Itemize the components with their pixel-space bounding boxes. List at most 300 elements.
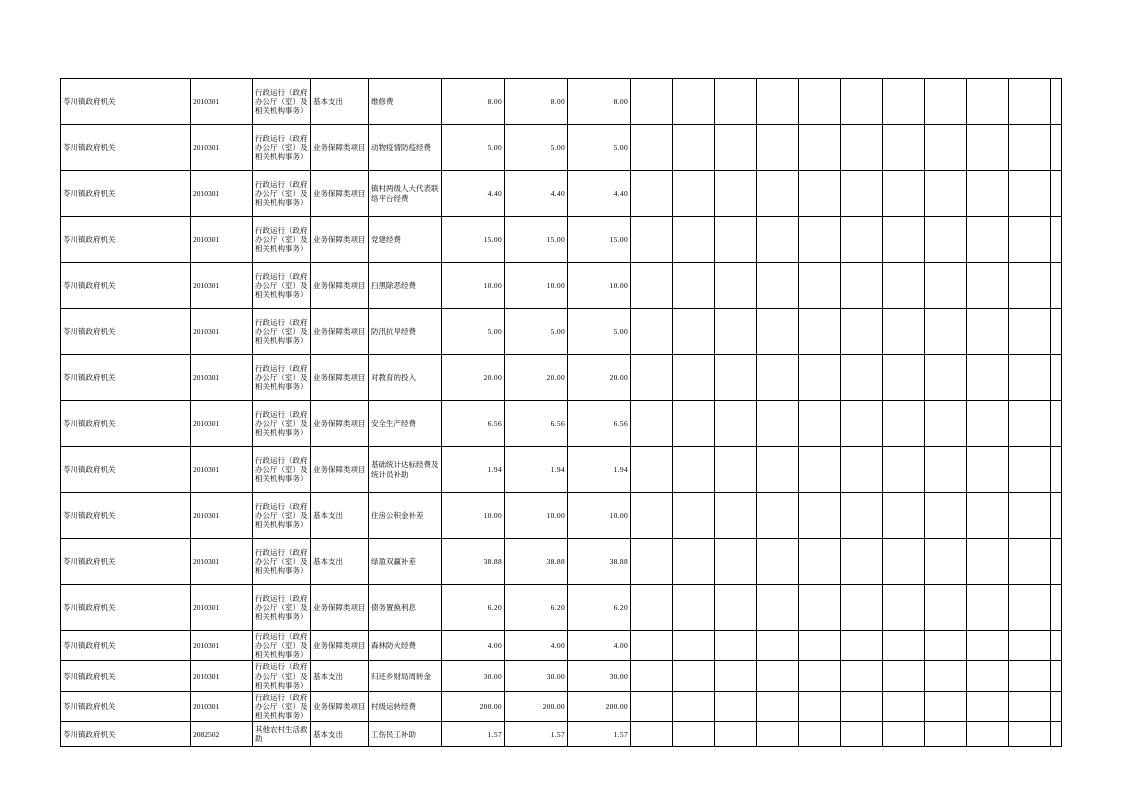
cell-empty[interactable] bbox=[757, 217, 799, 263]
cell-empty[interactable] bbox=[1051, 171, 1062, 217]
cell-empty[interactable] bbox=[673, 661, 715, 691]
cell-empty[interactable] bbox=[673, 79, 715, 125]
cell-function-code[interactable]: 2010301 bbox=[191, 401, 253, 447]
cell-empty[interactable] bbox=[799, 79, 841, 125]
cell-project-name[interactable]: 债务置换利息 bbox=[369, 585, 442, 631]
cell-function-name[interactable]: 行政运行（政府办公厅（室）及相关机构事务） bbox=[253, 355, 311, 401]
cell-expenditure-type[interactable]: 业务保障类项目 bbox=[311, 401, 369, 447]
cell-amount-fiscal-appropriation[interactable]: 8.00 bbox=[568, 79, 631, 125]
cell-amount-general-budget[interactable]: 8.00 bbox=[505, 79, 568, 125]
cell-unit-name[interactable]: 苓川镇政府机关 bbox=[61, 447, 191, 493]
cell-empty[interactable] bbox=[715, 263, 757, 309]
cell-amount-general-budget[interactable]: 1.94 bbox=[505, 447, 568, 493]
cell-unit-name[interactable]: 苓川镇政府机关 bbox=[61, 171, 191, 217]
cell-function-code[interactable]: 2082502 bbox=[191, 722, 253, 747]
cell-empty[interactable] bbox=[715, 691, 757, 721]
cell-empty[interactable] bbox=[757, 79, 799, 125]
cell-expenditure-type[interactable]: 基本支出 bbox=[311, 79, 369, 125]
cell-empty[interactable] bbox=[967, 355, 1009, 401]
cell-empty[interactable] bbox=[883, 401, 925, 447]
cell-empty[interactable] bbox=[883, 79, 925, 125]
cell-empty[interactable] bbox=[967, 539, 1009, 585]
cell-amount-general-budget[interactable]: 6.56 bbox=[505, 401, 568, 447]
cell-amount-general-budget[interactable]: 10.00 bbox=[505, 493, 568, 539]
cell-function-code[interactable]: 2010301 bbox=[191, 691, 253, 721]
cell-empty[interactable] bbox=[1009, 691, 1051, 721]
cell-expenditure-type[interactable]: 基本支出 bbox=[311, 493, 369, 539]
cell-function-name[interactable]: 行政运行（政府办公厅（室）及相关机构事务） bbox=[253, 79, 311, 125]
cell-empty[interactable] bbox=[1051, 661, 1062, 691]
cell-empty[interactable] bbox=[883, 309, 925, 355]
cell-empty[interactable] bbox=[925, 125, 967, 171]
cell-amount-general-budget[interactable]: 38.88 bbox=[505, 539, 568, 585]
cell-amount-total[interactable]: 30.00 bbox=[442, 661, 505, 691]
cell-function-code[interactable]: 2010301 bbox=[191, 585, 253, 631]
cell-amount-total[interactable]: 5.00 bbox=[442, 309, 505, 355]
table-row[interactable] bbox=[61, 691, 1062, 721]
cell-function-name[interactable]: 其他农村生活救助 bbox=[253, 722, 311, 747]
cell-amount-fiscal-appropriation[interactable]: 10.00 bbox=[568, 493, 631, 539]
cell-amount-fiscal-appropriation[interactable]: 5.00 bbox=[568, 309, 631, 355]
cell-empty[interactable] bbox=[1009, 493, 1051, 539]
cell-amount-fiscal-appropriation[interactable]: 30.00 bbox=[568, 661, 631, 691]
cell-empty[interactable] bbox=[673, 263, 715, 309]
cell-amount-total[interactable]: 20.00 bbox=[442, 355, 505, 401]
cell-empty[interactable] bbox=[1051, 631, 1062, 661]
cell-empty[interactable] bbox=[1051, 691, 1062, 721]
cell-function-name[interactable]: 行政运行（政府办公厅（室）及相关机构事务） bbox=[253, 661, 311, 691]
cell-empty[interactable] bbox=[715, 171, 757, 217]
cell-empty[interactable] bbox=[883, 493, 925, 539]
cell-empty[interactable] bbox=[841, 661, 883, 691]
cell-empty[interactable] bbox=[883, 217, 925, 263]
cell-function-code[interactable]: 2010301 bbox=[191, 631, 253, 661]
cell-unit-name[interactable]: 苓川镇政府机关 bbox=[61, 585, 191, 631]
cell-empty[interactable] bbox=[757, 661, 799, 691]
cell-empty[interactable] bbox=[799, 355, 841, 401]
cell-expenditure-type[interactable]: 业务保障类项目 bbox=[311, 447, 369, 493]
cell-empty[interactable] bbox=[883, 447, 925, 493]
cell-empty[interactable] bbox=[1009, 125, 1051, 171]
cell-empty[interactable] bbox=[967, 79, 1009, 125]
cell-empty[interactable] bbox=[967, 309, 1009, 355]
cell-unit-name[interactable]: 苓川镇政府机关 bbox=[61, 309, 191, 355]
cell-project-name[interactable]: 对教育的投入 bbox=[369, 355, 442, 401]
cell-empty[interactable] bbox=[1051, 263, 1062, 309]
cell-unit-name[interactable]: 苓川镇政府机关 bbox=[61, 355, 191, 401]
cell-project-name[interactable]: 森林防火经费 bbox=[369, 631, 442, 661]
cell-expenditure-type[interactable]: 业务保障类项目 bbox=[311, 171, 369, 217]
cell-function-name[interactable]: 行政运行（政府办公厅（室）及相关机构事务） bbox=[253, 309, 311, 355]
cell-project-name[interactable]: 归还乡财局周转金 bbox=[369, 661, 442, 691]
cell-empty[interactable] bbox=[925, 631, 967, 661]
cell-empty[interactable] bbox=[715, 447, 757, 493]
cell-amount-fiscal-appropriation[interactable]: 6.56 bbox=[568, 401, 631, 447]
cell-empty[interactable] bbox=[799, 401, 841, 447]
cell-amount-general-budget[interactable]: 6.20 bbox=[505, 585, 568, 631]
cell-empty[interactable] bbox=[757, 355, 799, 401]
cell-unit-name[interactable]: 苓川镇政府机关 bbox=[61, 263, 191, 309]
cell-unit-name[interactable]: 苓川镇政府机关 bbox=[61, 539, 191, 585]
cell-expenditure-type[interactable]: 业务保障类项目 bbox=[311, 355, 369, 401]
cell-empty[interactable] bbox=[967, 401, 1009, 447]
cell-empty[interactable] bbox=[1051, 585, 1062, 631]
cell-empty[interactable] bbox=[799, 171, 841, 217]
cell-amount-fiscal-appropriation[interactable]: 1.94 bbox=[568, 447, 631, 493]
cell-empty[interactable] bbox=[631, 401, 673, 447]
table-row[interactable] bbox=[61, 447, 1062, 493]
cell-empty[interactable] bbox=[967, 125, 1009, 171]
cell-amount-total[interactable]: 5.00 bbox=[442, 125, 505, 171]
cell-empty[interactable] bbox=[631, 722, 673, 747]
cell-empty[interactable] bbox=[673, 539, 715, 585]
cell-empty[interactable] bbox=[631, 539, 673, 585]
cell-empty[interactable] bbox=[799, 125, 841, 171]
cell-empty[interactable] bbox=[1051, 309, 1062, 355]
cell-amount-total[interactable]: 4.40 bbox=[442, 171, 505, 217]
cell-empty[interactable] bbox=[715, 493, 757, 539]
table-row[interactable] bbox=[61, 355, 1062, 401]
cell-empty[interactable] bbox=[673, 309, 715, 355]
cell-function-code[interactable]: 2010301 bbox=[191, 661, 253, 691]
cell-empty[interactable] bbox=[757, 493, 799, 539]
cell-empty[interactable] bbox=[841, 539, 883, 585]
cell-amount-general-budget[interactable]: 20.00 bbox=[505, 355, 568, 401]
cell-empty[interactable] bbox=[883, 585, 925, 631]
cell-empty[interactable] bbox=[1009, 631, 1051, 661]
cell-empty[interactable] bbox=[883, 171, 925, 217]
cell-empty[interactable] bbox=[841, 125, 883, 171]
cell-amount-general-budget[interactable]: 5.00 bbox=[505, 125, 568, 171]
cell-empty[interactable] bbox=[799, 691, 841, 721]
cell-empty[interactable] bbox=[883, 661, 925, 691]
cell-amount-total[interactable]: 4.00 bbox=[442, 631, 505, 661]
cell-empty[interactable] bbox=[841, 401, 883, 447]
cell-amount-general-budget[interactable]: 4.00 bbox=[505, 631, 568, 661]
cell-empty[interactable] bbox=[967, 661, 1009, 691]
cell-empty[interactable] bbox=[757, 401, 799, 447]
cell-empty[interactable] bbox=[715, 125, 757, 171]
cell-amount-fiscal-appropriation[interactable]: 4.00 bbox=[568, 631, 631, 661]
cell-expenditure-type[interactable]: 业务保障类项目 bbox=[311, 631, 369, 661]
cell-empty[interactable] bbox=[673, 355, 715, 401]
table-row[interactable] bbox=[61, 263, 1062, 309]
cell-empty[interactable] bbox=[841, 79, 883, 125]
cell-empty[interactable] bbox=[1051, 79, 1062, 125]
cell-empty[interactable] bbox=[715, 661, 757, 691]
cell-empty[interactable] bbox=[841, 493, 883, 539]
cell-empty[interactable] bbox=[883, 125, 925, 171]
cell-empty[interactable] bbox=[757, 125, 799, 171]
table-row[interactable] bbox=[61, 401, 1062, 447]
cell-empty[interactable] bbox=[715, 79, 757, 125]
cell-empty[interactable] bbox=[715, 631, 757, 661]
cell-empty[interactable] bbox=[1051, 401, 1062, 447]
cell-function-name[interactable]: 行政运行（政府办公厅（室）及相关机构事务） bbox=[253, 447, 311, 493]
cell-empty[interactable] bbox=[757, 447, 799, 493]
cell-project-name[interactable]: 镇村两级人大代表联络平台经费 bbox=[369, 171, 442, 217]
cell-expenditure-type[interactable]: 业务保障类项目 bbox=[311, 217, 369, 263]
cell-empty[interactable] bbox=[967, 585, 1009, 631]
cell-empty[interactable] bbox=[925, 171, 967, 217]
table-row[interactable] bbox=[61, 539, 1062, 585]
cell-empty[interactable] bbox=[883, 539, 925, 585]
cell-empty[interactable] bbox=[673, 585, 715, 631]
cell-empty[interactable] bbox=[631, 691, 673, 721]
cell-function-name[interactable]: 行政运行（政府办公厅（室）及相关机构事务） bbox=[253, 631, 311, 661]
cell-empty[interactable] bbox=[673, 691, 715, 721]
table-row[interactable] bbox=[61, 493, 1062, 539]
cell-empty[interactable] bbox=[841, 691, 883, 721]
cell-empty[interactable] bbox=[757, 539, 799, 585]
cell-empty[interactable] bbox=[631, 263, 673, 309]
cell-empty[interactable] bbox=[757, 171, 799, 217]
cell-empty[interactable] bbox=[967, 263, 1009, 309]
cell-unit-name[interactable]: 苓川镇政府机关 bbox=[61, 661, 191, 691]
cell-empty[interactable] bbox=[841, 722, 883, 747]
cell-empty[interactable] bbox=[967, 171, 1009, 217]
cell-empty[interactable] bbox=[967, 493, 1009, 539]
cell-empty[interactable] bbox=[757, 631, 799, 661]
cell-unit-name[interactable]: 苓川镇政府机关 bbox=[61, 691, 191, 721]
cell-empty[interactable] bbox=[631, 309, 673, 355]
cell-empty[interactable] bbox=[925, 447, 967, 493]
cell-empty[interactable] bbox=[1051, 493, 1062, 539]
cell-empty[interactable] bbox=[967, 217, 1009, 263]
cell-empty[interactable] bbox=[631, 631, 673, 661]
cell-empty[interactable] bbox=[925, 79, 967, 125]
cell-function-code[interactable]: 2010301 bbox=[191, 355, 253, 401]
table-row[interactable] bbox=[61, 661, 1062, 691]
cell-empty[interactable] bbox=[673, 631, 715, 661]
cell-empty[interactable] bbox=[841, 217, 883, 263]
cell-amount-fiscal-appropriation[interactable]: 5.00 bbox=[568, 125, 631, 171]
cell-expenditure-type[interactable]: 基本支出 bbox=[311, 661, 369, 691]
cell-empty[interactable] bbox=[673, 493, 715, 539]
cell-unit-name[interactable]: 苓川镇政府机关 bbox=[61, 217, 191, 263]
cell-empty[interactable] bbox=[715, 401, 757, 447]
cell-project-name[interactable]: 绿盈双赢补差 bbox=[369, 539, 442, 585]
cell-empty[interactable] bbox=[1051, 125, 1062, 171]
cell-amount-fiscal-appropriation[interactable]: 15.00 bbox=[568, 217, 631, 263]
cell-expenditure-type[interactable]: 业务保障类项目 bbox=[311, 263, 369, 309]
cell-expenditure-type[interactable]: 业务保障类项目 bbox=[311, 691, 369, 721]
cell-amount-fiscal-appropriation[interactable]: 200.00 bbox=[568, 691, 631, 721]
cell-empty[interactable] bbox=[925, 585, 967, 631]
table-row[interactable] bbox=[61, 125, 1062, 171]
cell-function-name[interactable]: 行政运行（政府办公厅（室）及相关机构事务） bbox=[253, 125, 311, 171]
table-row[interactable] bbox=[61, 631, 1062, 661]
cell-amount-general-budget[interactable]: 4.40 bbox=[505, 171, 568, 217]
cell-project-name[interactable]: 防汛抗旱经费 bbox=[369, 309, 442, 355]
cell-project-name[interactable]: 工伤民工补助 bbox=[369, 722, 442, 747]
cell-amount-general-budget[interactable]: 1.57 bbox=[505, 722, 568, 747]
cell-empty[interactable] bbox=[925, 493, 967, 539]
cell-unit-name[interactable]: 苓川镇政府机关 bbox=[61, 125, 191, 171]
table-row[interactable] bbox=[61, 585, 1062, 631]
cell-empty[interactable] bbox=[1009, 309, 1051, 355]
cell-empty[interactable] bbox=[799, 263, 841, 309]
cell-function-name[interactable]: 行政运行（政府办公厅（室）及相关机构事务） bbox=[253, 585, 311, 631]
cell-function-name[interactable]: 行政运行（政府办公厅（室）及相关机构事务） bbox=[253, 401, 311, 447]
cell-amount-fiscal-appropriation[interactable]: 38.88 bbox=[568, 539, 631, 585]
cell-empty[interactable] bbox=[925, 539, 967, 585]
cell-empty[interactable] bbox=[967, 447, 1009, 493]
cell-amount-total[interactable]: 10.00 bbox=[442, 493, 505, 539]
cell-empty[interactable] bbox=[883, 355, 925, 401]
cell-amount-general-budget[interactable]: 5.00 bbox=[505, 309, 568, 355]
cell-empty[interactable] bbox=[925, 401, 967, 447]
cell-empty[interactable] bbox=[883, 722, 925, 747]
cell-function-code[interactable]: 2010301 bbox=[191, 79, 253, 125]
cell-empty[interactable] bbox=[925, 263, 967, 309]
cell-empty[interactable] bbox=[799, 585, 841, 631]
cell-function-code[interactable]: 2010301 bbox=[191, 493, 253, 539]
cell-amount-general-budget[interactable]: 15.00 bbox=[505, 217, 568, 263]
cell-empty[interactable] bbox=[925, 661, 967, 691]
cell-amount-fiscal-appropriation[interactable]: 20.00 bbox=[568, 355, 631, 401]
cell-empty[interactable] bbox=[967, 722, 1009, 747]
cell-empty[interactable] bbox=[841, 447, 883, 493]
cell-empty[interactable] bbox=[1009, 263, 1051, 309]
cell-empty[interactable] bbox=[1009, 722, 1051, 747]
cell-empty[interactable] bbox=[1051, 722, 1062, 747]
cell-empty[interactable] bbox=[1051, 447, 1062, 493]
cell-empty[interactable] bbox=[841, 585, 883, 631]
cell-amount-total[interactable]: 1.94 bbox=[442, 447, 505, 493]
table-row[interactable] bbox=[61, 309, 1062, 355]
cell-empty[interactable] bbox=[799, 217, 841, 263]
cell-empty[interactable] bbox=[1051, 355, 1062, 401]
cell-empty[interactable] bbox=[1009, 585, 1051, 631]
cell-amount-fiscal-appropriation[interactable]: 4.40 bbox=[568, 171, 631, 217]
cell-empty[interactable] bbox=[841, 171, 883, 217]
cell-unit-name[interactable]: 苓川镇政府机关 bbox=[61, 493, 191, 539]
cell-amount-fiscal-appropriation[interactable]: 10.00 bbox=[568, 263, 631, 309]
cell-function-code[interactable]: 2010301 bbox=[191, 309, 253, 355]
cell-amount-general-budget[interactable]: 200.00 bbox=[505, 691, 568, 721]
cell-project-name[interactable]: 住房公积金补差 bbox=[369, 493, 442, 539]
table-row[interactable] bbox=[61, 79, 1062, 125]
cell-empty[interactable] bbox=[799, 722, 841, 747]
cell-empty[interactable] bbox=[631, 493, 673, 539]
cell-empty[interactable] bbox=[673, 401, 715, 447]
cell-function-code[interactable]: 2010301 bbox=[191, 447, 253, 493]
cell-project-name[interactable]: 动物疫情防疫经费 bbox=[369, 125, 442, 171]
cell-amount-total[interactable]: 1.57 bbox=[442, 722, 505, 747]
cell-empty[interactable] bbox=[925, 217, 967, 263]
cell-function-code[interactable]: 2010301 bbox=[191, 263, 253, 309]
cell-amount-general-budget[interactable]: 10.00 bbox=[505, 263, 568, 309]
cell-amount-total[interactable]: 6.20 bbox=[442, 585, 505, 631]
cell-expenditure-type[interactable]: 业务保障类项目 bbox=[311, 309, 369, 355]
table-row[interactable] bbox=[61, 171, 1062, 217]
cell-empty[interactable] bbox=[631, 661, 673, 691]
cell-empty[interactable] bbox=[799, 661, 841, 691]
cell-empty[interactable] bbox=[1009, 171, 1051, 217]
cell-project-name[interactable]: 维修费 bbox=[369, 79, 442, 125]
cell-function-code[interactable]: 2010301 bbox=[191, 217, 253, 263]
cell-function-name[interactable]: 行政运行（政府办公厅（室）及相关机构事务） bbox=[253, 539, 311, 585]
cell-project-name[interactable]: 扫黑除恶经费 bbox=[369, 263, 442, 309]
cell-function-name[interactable]: 行政运行（政府办公厅（室）及相关机构事务） bbox=[253, 493, 311, 539]
cell-empty[interactable] bbox=[841, 631, 883, 661]
cell-amount-total[interactable]: 38.88 bbox=[442, 539, 505, 585]
cell-empty[interactable] bbox=[925, 309, 967, 355]
cell-amount-total[interactable]: 15.00 bbox=[442, 217, 505, 263]
cell-empty[interactable] bbox=[925, 691, 967, 721]
cell-empty[interactable] bbox=[757, 309, 799, 355]
cell-empty[interactable] bbox=[631, 585, 673, 631]
cell-empty[interactable] bbox=[1009, 401, 1051, 447]
cell-amount-total[interactable]: 8.00 bbox=[442, 79, 505, 125]
cell-empty[interactable] bbox=[631, 171, 673, 217]
cell-empty[interactable] bbox=[925, 722, 967, 747]
cell-empty[interactable] bbox=[841, 355, 883, 401]
cell-empty[interactable] bbox=[631, 125, 673, 171]
cell-empty[interactable] bbox=[631, 217, 673, 263]
table-row[interactable] bbox=[61, 722, 1062, 747]
cell-empty[interactable] bbox=[715, 217, 757, 263]
cell-empty[interactable] bbox=[715, 585, 757, 631]
cell-empty[interactable] bbox=[799, 539, 841, 585]
cell-expenditure-type[interactable]: 业务保障类项目 bbox=[311, 125, 369, 171]
cell-amount-total[interactable]: 10.00 bbox=[442, 263, 505, 309]
cell-function-name[interactable]: 行政运行（政府办公厅（室）及相关机构事务） bbox=[253, 217, 311, 263]
cell-empty[interactable] bbox=[841, 263, 883, 309]
cell-function-code[interactable]: 2010301 bbox=[191, 539, 253, 585]
cell-empty[interactable] bbox=[1009, 661, 1051, 691]
cell-empty[interactable] bbox=[883, 691, 925, 721]
cell-expenditure-type[interactable]: 业务保障类项目 bbox=[311, 585, 369, 631]
cell-empty[interactable] bbox=[715, 539, 757, 585]
cell-unit-name[interactable]: 苓川镇政府机关 bbox=[61, 401, 191, 447]
cell-project-name[interactable]: 党建经费 bbox=[369, 217, 442, 263]
cell-unit-name[interactable]: 苓川镇政府机关 bbox=[61, 722, 191, 747]
cell-empty[interactable] bbox=[715, 722, 757, 747]
cell-empty[interactable] bbox=[757, 263, 799, 309]
cell-expenditure-type[interactable]: 基本支出 bbox=[311, 722, 369, 747]
cell-empty[interactable] bbox=[1051, 217, 1062, 263]
cell-empty[interactable] bbox=[631, 447, 673, 493]
cell-empty[interactable] bbox=[1009, 79, 1051, 125]
cell-empty[interactable] bbox=[715, 309, 757, 355]
cell-empty[interactable] bbox=[757, 722, 799, 747]
cell-function-code[interactable]: 2010301 bbox=[191, 171, 253, 217]
cell-empty[interactable] bbox=[967, 691, 1009, 721]
cell-empty[interactable] bbox=[1051, 539, 1062, 585]
cell-unit-name[interactable]: 苓川镇政府机关 bbox=[61, 79, 191, 125]
cell-empty[interactable] bbox=[757, 691, 799, 721]
cell-empty[interactable] bbox=[673, 447, 715, 493]
cell-amount-general-budget[interactable]: 30.00 bbox=[505, 661, 568, 691]
cell-project-name[interactable]: 安全生产经费 bbox=[369, 401, 442, 447]
cell-empty[interactable] bbox=[799, 447, 841, 493]
cell-project-name[interactable]: 基础统计达标经费及统计员补助 bbox=[369, 447, 442, 493]
cell-amount-fiscal-appropriation[interactable]: 1.57 bbox=[568, 722, 631, 747]
cell-expenditure-type[interactable]: 基本支出 bbox=[311, 539, 369, 585]
cell-empty[interactable] bbox=[673, 722, 715, 747]
cell-empty[interactable] bbox=[799, 493, 841, 539]
cell-empty[interactable] bbox=[673, 125, 715, 171]
cell-empty[interactable] bbox=[1009, 355, 1051, 401]
cell-project-name[interactable]: 村级运转经费 bbox=[369, 691, 442, 721]
cell-empty[interactable] bbox=[799, 631, 841, 661]
cell-empty[interactable] bbox=[799, 309, 841, 355]
cell-function-code[interactable]: 2010301 bbox=[191, 125, 253, 171]
cell-function-name[interactable]: 行政运行（政府办公厅（室）及相关机构事务） bbox=[253, 691, 311, 721]
table-row[interactable] bbox=[61, 217, 1062, 263]
